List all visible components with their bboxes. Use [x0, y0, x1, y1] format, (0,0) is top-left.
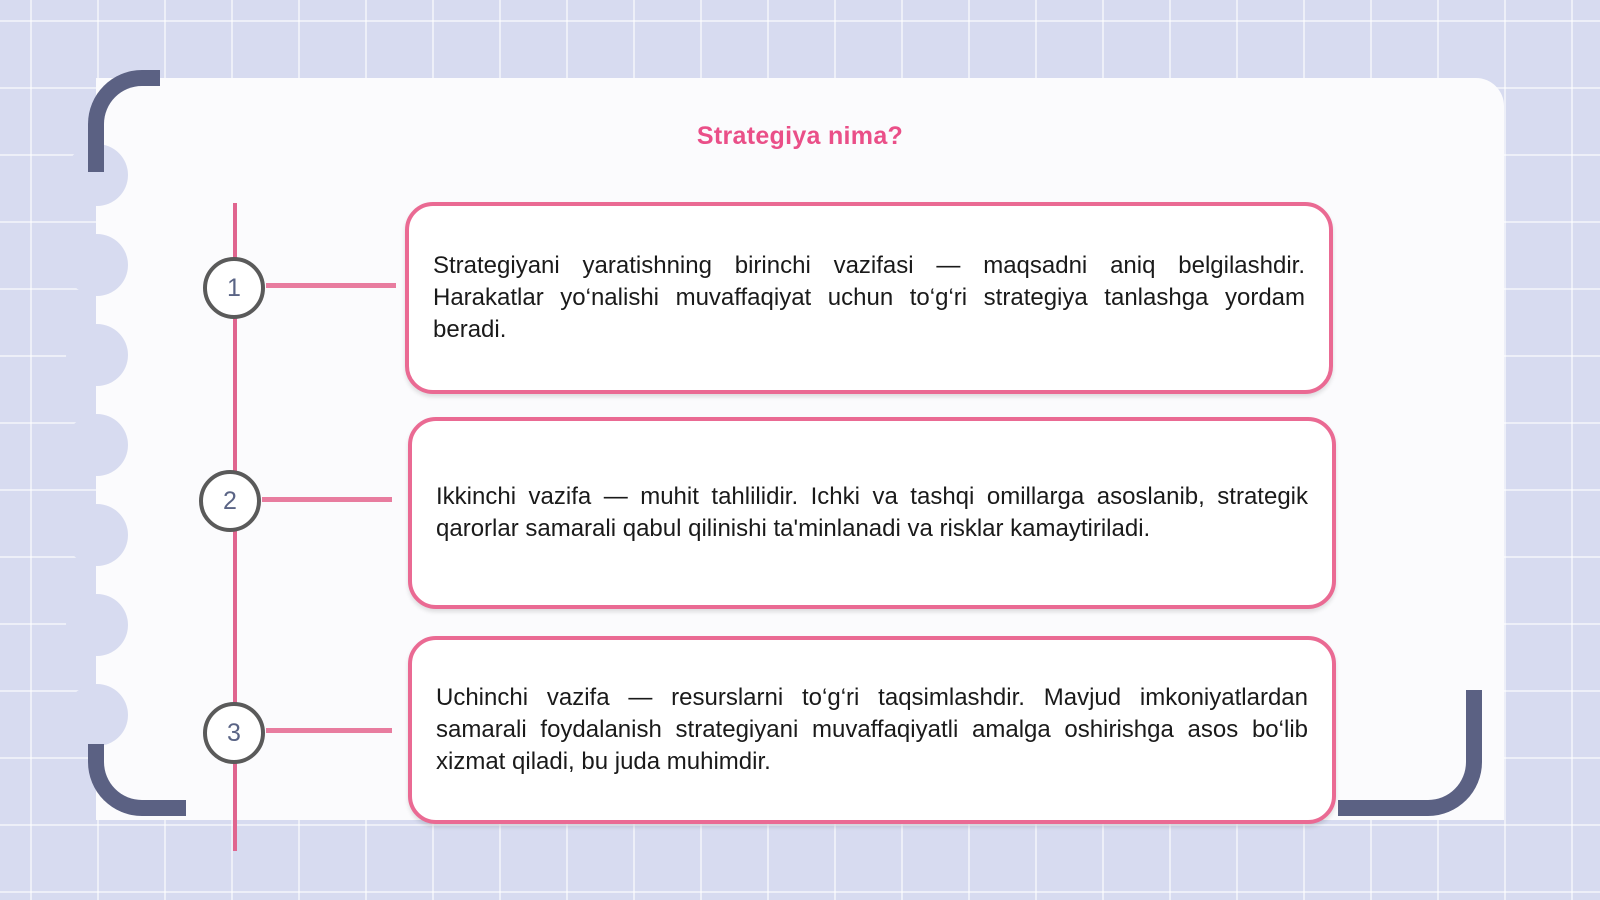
page-notch [66, 684, 128, 746]
connector-line-1 [266, 283, 396, 288]
step-number-2: 2 [199, 470, 261, 532]
page-notch [66, 234, 128, 296]
step-text-1: Strategiyani yaratishning birinchi vazifasi — maqsadni aniq belgilashdir. Harakatlar yo‘nalishi muvaffaqiyat uchun to‘g‘ri strategiya tanlashga yordam beradi. [433, 252, 1305, 343]
page-notch [66, 414, 128, 476]
step-card-1 [405, 202, 1333, 394]
slide-title: Strategiya nima? [696, 122, 904, 150]
step-card-3 [408, 636, 1336, 824]
step-text-3: Uchinchi vazifa — resurslarni to‘g‘ri taqsimlashdir. Mavjud imkoniyatlardan samarali foydalanish strategiyani muvaffaqiyatli amalga oshirishga asos bo‘lib xizmat qiladi, bu juda muhimdir. [436, 684, 1308, 775]
page-notch [66, 324, 128, 386]
connector-line-2 [262, 497, 392, 502]
step-card-2 [408, 417, 1336, 609]
page-notch [66, 504, 128, 566]
page-notch [66, 594, 128, 656]
connector-line-3 [266, 728, 392, 733]
step-text-2: Ikkinchi vazifa — muhit tahlilidir. Ichki va tashqi omillarga asoslanib, strategik qarorlar samarali qabul qilinishi ta'minlanadi va risklar kamaytiriladi. [436, 483, 1308, 542]
step-number-1: 1 [203, 257, 265, 319]
step-number-3: 3 [203, 702, 265, 764]
corner-bracket-bottom-right [1338, 690, 1482, 816]
